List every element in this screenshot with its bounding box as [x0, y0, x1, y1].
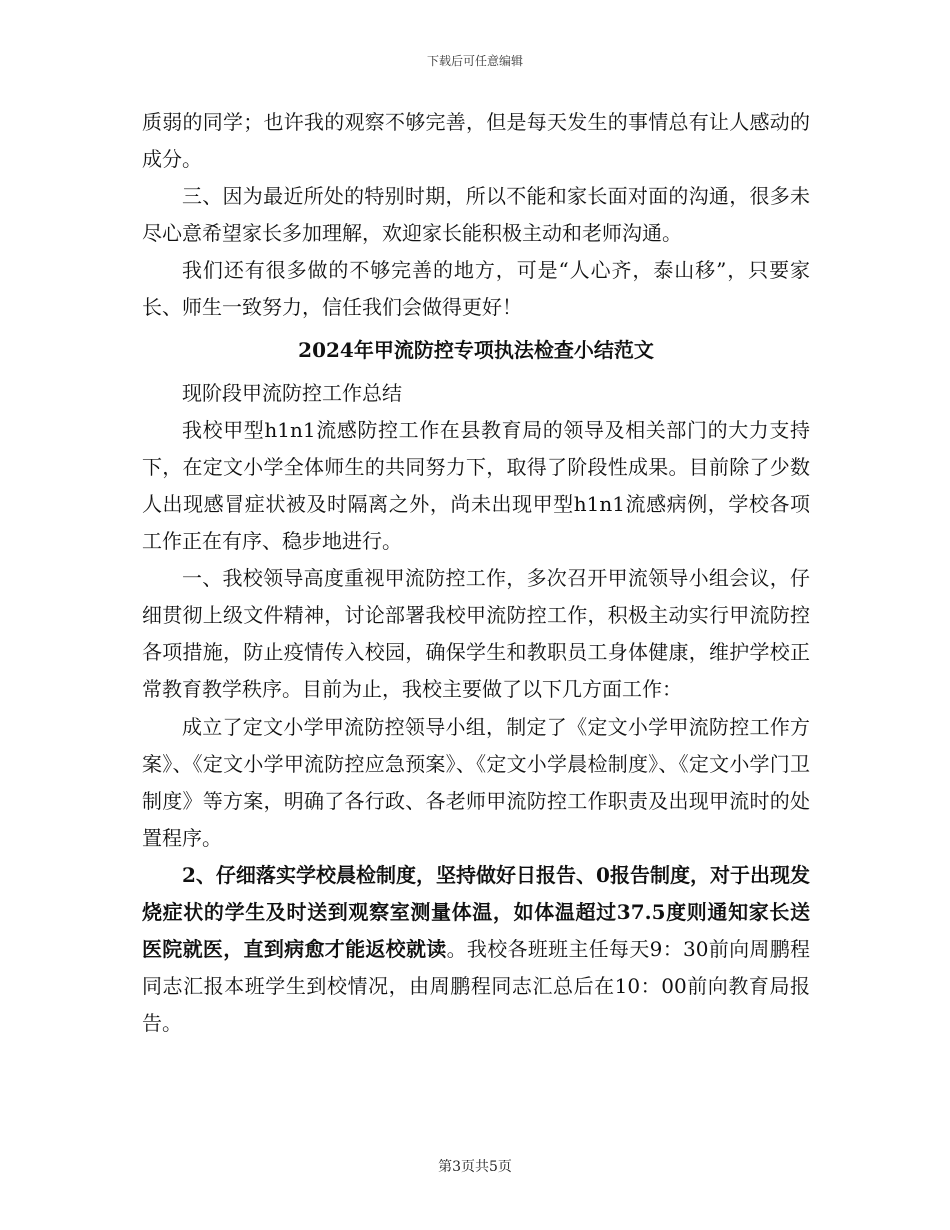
paragraph-leadership-group: 成立了定文小学甲流防控领导小组，制定了《定文小学甲流防控工作方案》、《定文小学甲流防控应急预案》、《定文小学晨检制度》、《定文小学门卫制度》等方案，明确了各行政、各老师甲流防控工作职责及出现甲流时的处置程序。	[142, 714, 810, 850]
paragraph-continuation: 质弱的同学；也许我的观察不够完善，但是每天发生的事情总有让人感动的成分。	[142, 110, 810, 172]
page-footer: 第3页共5页	[438, 1159, 512, 1175]
document-title: 2024年甲流防控专项执法检查小结范文	[298, 337, 654, 362]
page-header: 下载后可任意编辑	[426, 54, 523, 68]
paragraph-closing: 我们还有很多做的不够完善的地方，可是“人心齐，泰山移”，只要家长、师生一致努力，信任我们会做得更好！	[142, 258, 810, 320]
paragraph-subtitle: 现阶段甲流防控工作总结	[182, 380, 402, 405]
paragraph-point-three: 三、因为最近所处的特别时期，所以不能和家长面对面的沟通，很多未尽心意希望家长多加理解，欢迎家长能积极主动和老师沟通。	[142, 184, 810, 246]
paragraph-point-two-normal: 。我校各班班主任每天9：30前向周鹏程同志汇报本班学生到校情况，由周鹏程同志汇总后在10：00前向教育局报告。	[142, 937, 810, 1036]
paragraph-point-two	[142, 857, 810, 1042]
paragraph-point-two-bold: 2、仔细落实学校晨检制度，坚持做好日报告、0报告制度，对于出现发烧症状的学生及时送到观察室测量体温，如体温超过37.5度则通知家长送医院就医，直到病愈才能返校就读	[142, 862, 810, 962]
paragraph-intro: 我校甲型h1n1流感防控工作在县教育局的领导及相关部门的大力支持下，在定文小学全体师生的共同努力下，取得了阶段性成果。目前除了少数人出现感冒症状被及时隔离之外，尚未出现甲型h1n1流感病例，学校各项工作正在有序、稳步地进行。	[142, 417, 810, 554]
document-body	[142, 104, 810, 1042]
paragraph-point-one: 一、我校领导高度重视甲流防控工作，多次召开甲流领导小组会议，仔细贯彻上级文件精神，讨论部署我校甲流防控工作，积极主动实行甲流防控各项措施，防止疫情传入校园，确保学生和教职员工身体健康，维护学校正常教育教学秩序。目前为止，我校主要做了以下几方面工作：	[142, 566, 810, 702]
